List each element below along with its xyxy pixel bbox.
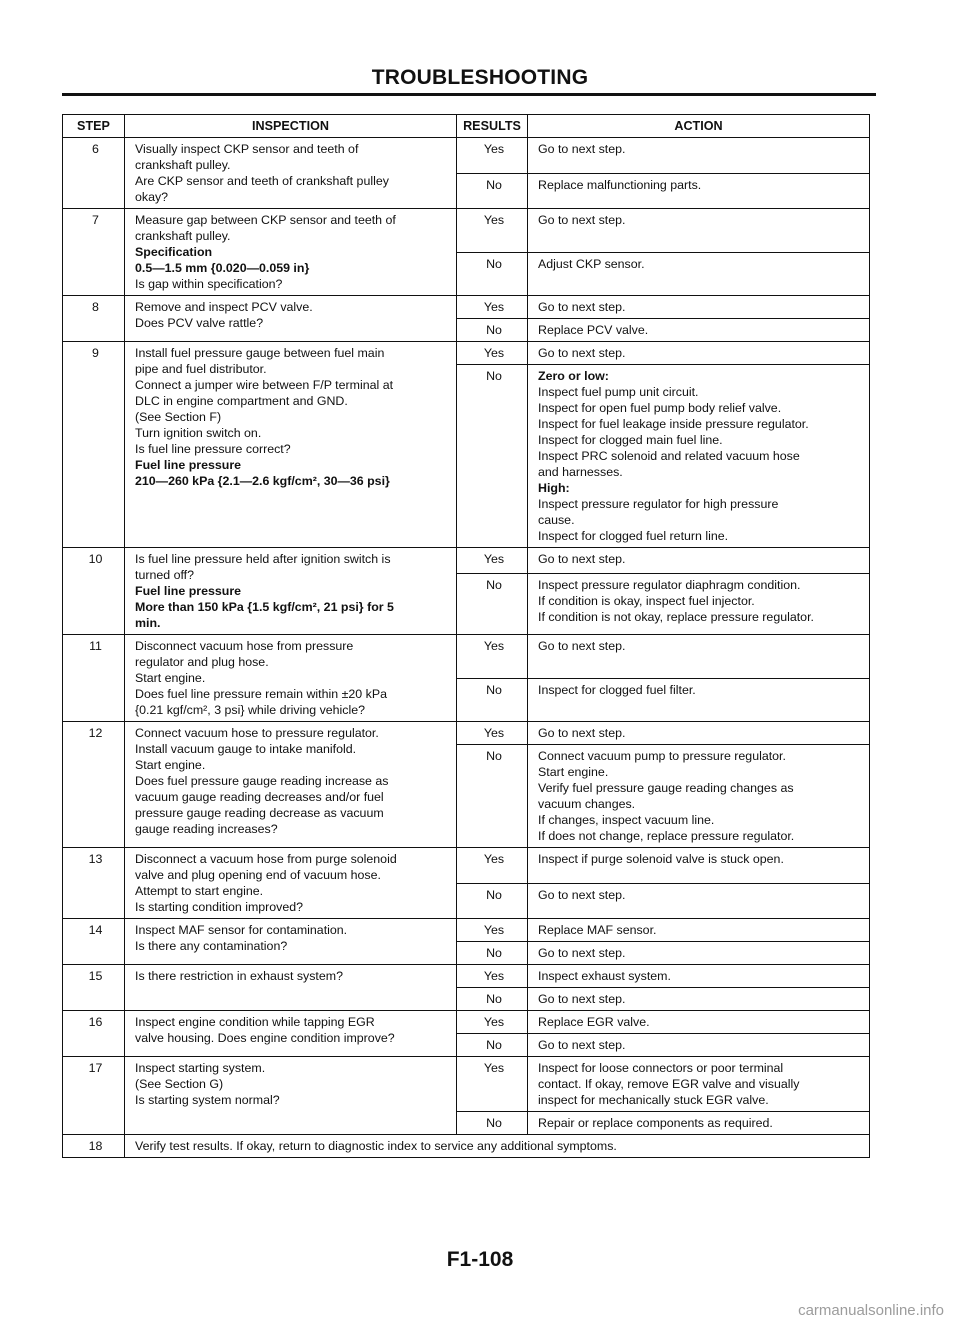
step-number: 12: [63, 722, 125, 848]
result-cell: No: [457, 1112, 528, 1135]
inspection-line: Start engine.: [135, 758, 206, 772]
action-cell: [528, 848, 870, 884]
action-cell: [528, 138, 870, 174]
inspection-line: Does fuel line pressure remain within ±20 kPa: [135, 687, 387, 701]
action-line: contact. If okay, remove EGR valve and visually: [538, 1077, 800, 1091]
inspection-cell: [125, 635, 457, 722]
inspection-line: crankshaft pulley.: [135, 229, 231, 243]
action-cell: [528, 745, 870, 848]
result-cell: No: [457, 319, 528, 342]
result-cell: No: [457, 173, 528, 209]
action-line: Go to next step.: [538, 213, 626, 227]
result-cell: Yes: [457, 548, 528, 574]
action-line: Go to next step.: [538, 346, 626, 360]
inspection-line: Attempt to start engine.: [135, 884, 264, 898]
inspection-line: Fuel line pressure: [135, 458, 242, 472]
inspection-cell: [125, 1011, 457, 1057]
action-line: Inspect for clogged fuel return line.: [538, 529, 729, 543]
result-cell: Yes: [457, 722, 528, 745]
action-line: If condition is not okay, replace pressure regulator.: [538, 609, 814, 624]
inspection-cell: [125, 722, 457, 848]
action-cell: [528, 365, 870, 548]
action-cell: [528, 919, 870, 942]
action-cell: [528, 1011, 870, 1034]
action-cell: [528, 342, 870, 365]
step-number: 9: [63, 342, 125, 548]
inspection-line: (See Section F): [135, 410, 222, 424]
inspection-line: Connect a jumper wire between F/P terminal at: [135, 378, 394, 392]
inspection-line: More than 150 kPa {1.5 kgf/cm², 21 psi} for 5: [135, 600, 394, 614]
table-row: [63, 1057, 870, 1112]
result-cell: No: [457, 678, 528, 722]
inspection-line: pressure gauge reading decrease as vacuum: [135, 806, 384, 820]
column-header-step: STEP: [63, 115, 125, 138]
table-row: [63, 1135, 870, 1158]
action-line: Inspect for fuel leakage inside pressure regulator.: [538, 417, 809, 431]
inspection-line: Is there any contamination?: [135, 939, 288, 953]
inspection-line: Specification: [135, 245, 213, 259]
result-cell: Yes: [457, 138, 528, 174]
action-line: Go to next step.: [538, 552, 626, 566]
inspection-line: Disconnect a vacuum hose from purge solenoid: [135, 852, 397, 866]
table-body: [63, 138, 870, 1158]
action-cell: [528, 965, 870, 988]
inspection-line: Does PCV valve rattle?: [135, 316, 264, 330]
inspection-line: pipe and fuel distributor.: [135, 362, 267, 376]
action-line: Go to next step.: [538, 726, 626, 740]
action-line: Replace PCV valve.: [538, 323, 649, 337]
action-line: If does not change, replace pressure regulator.: [538, 829, 795, 843]
inspection-line: Is fuel line pressure correct?: [135, 442, 291, 456]
action-line: Go to next step.: [538, 300, 626, 314]
inspection-cell: [125, 296, 457, 342]
inspection-cell: [125, 1057, 457, 1135]
inspection-line: (See Section G): [135, 1077, 224, 1091]
result-cell: Yes: [457, 1057, 528, 1112]
table-row: [63, 296, 870, 319]
inspection-line: Is starting system normal?: [135, 1093, 280, 1107]
inspection-line: Remove and inspect PCV valve.: [135, 300, 313, 314]
inspection-cell: [125, 209, 457, 296]
result-cell: Yes: [457, 342, 528, 365]
table-row: [63, 209, 870, 253]
inspection-line: DLC in engine compartment and GND.: [135, 394, 348, 408]
action-line: Replace EGR valve.: [538, 1015, 650, 1029]
action-line: Inspect for clogged main fuel line.: [538, 433, 723, 447]
action-cell: [528, 635, 870, 679]
inspection-line: valve housing. Does engine condition improve?: [135, 1031, 395, 1045]
inspection-line: Inspect MAF sensor for contamination.: [135, 923, 348, 937]
inspection-line: min.: [135, 616, 161, 630]
inspection-line: gauge reading increases?: [135, 822, 278, 836]
table-row: [63, 965, 870, 988]
inspection-line: valve and plug opening end of vacuum hose.: [135, 868, 381, 882]
action-line: Go to next step.: [538, 142, 626, 156]
action-line: Go to next step.: [538, 946, 626, 960]
inspection-line: Is gap within specification?: [135, 277, 283, 291]
inspection-line: Disconnect vacuum hose from pressure: [135, 639, 354, 653]
action-line: Repair or replace components as required.: [538, 1116, 773, 1130]
action-line: Inspect for open fuel pump body relief valve.: [538, 401, 782, 415]
result-cell: Yes: [457, 919, 528, 942]
inspection-line: Start engine.: [135, 671, 206, 685]
action-line: Go to next step.: [538, 992, 626, 1006]
action-cell: [528, 1057, 870, 1112]
action-line: Verify fuel pressure gauge reading changes as: [538, 781, 794, 795]
step-instruction: Verify test results. If okay, return to diagnostic index to service any additional symptoms.: [125, 1135, 870, 1158]
table-row: [63, 848, 870, 884]
inspection-line: Measure gap between CKP sensor and teeth of: [135, 213, 396, 227]
inspection-line: regulator and plug hose.: [135, 655, 269, 669]
table-header-row: [63, 115, 870, 138]
action-cell: [528, 296, 870, 319]
result-cell: No: [457, 883, 528, 919]
result-cell: Yes: [457, 635, 528, 679]
action-line: Inspect PRC solenoid and related vacuum hose: [538, 449, 800, 463]
action-cell: [528, 988, 870, 1011]
inspection-cell: [125, 965, 457, 1011]
inspection-line: 210—260 kPa {2.1—2.6 kgf/cm², 30—36 psi}: [135, 474, 390, 488]
action-cell: [528, 722, 870, 745]
table-row: [63, 635, 870, 679]
step-number: 17: [63, 1057, 125, 1135]
action-line: Replace malfunctioning parts.: [538, 177, 702, 192]
action-line: Zero or low:: [538, 369, 609, 383]
table-row: [63, 722, 870, 745]
action-line: Inspect for loose connectors or poor terminal: [538, 1061, 784, 1075]
step-number: 8: [63, 296, 125, 342]
inspection-line: Turn ignition switch on.: [135, 426, 262, 440]
inspection-line: turned off?: [135, 568, 195, 582]
inspection-line: Is there restriction in exhaust system?: [135, 969, 343, 983]
result-cell: No: [457, 745, 528, 848]
inspection-line: {0.21 kgf/cm², 3 psi} while driving vehicle?: [135, 703, 366, 717]
action-line: Start engine.: [538, 765, 609, 779]
inspection-cell: [125, 848, 457, 919]
table-row: [63, 138, 870, 174]
action-line: Go to next step.: [538, 887, 626, 902]
inspection-line: Connect vacuum hose to pressure regulator.: [135, 726, 379, 740]
inspection-line: Install vacuum gauge to intake manifold.: [135, 742, 357, 756]
result-cell: No: [457, 573, 528, 634]
inspection-cell: [125, 138, 457, 209]
result-cell: Yes: [457, 965, 528, 988]
action-cell: [528, 883, 870, 919]
action-line: Inspect pressure regulator for high pressure: [538, 497, 779, 511]
step-number: 14: [63, 919, 125, 965]
result-cell: Yes: [457, 848, 528, 884]
column-header-inspection: INSPECTION: [125, 115, 457, 138]
action-line: Connect vacuum pump to pressure regulator.: [538, 749, 786, 763]
action-cell: [528, 1034, 870, 1057]
action-line: Inspect fuel pump unit circuit.: [538, 385, 699, 399]
action-cell: [528, 678, 870, 722]
inspection-line: vacuum gauge reading decreases and/or fuel: [135, 790, 384, 804]
inspection-cell: [125, 919, 457, 965]
action-cell: [528, 942, 870, 965]
result-cell: No: [457, 1034, 528, 1057]
inspection-line: Does fuel pressure gauge reading increase as: [135, 774, 389, 788]
inspection-line: Is starting condition improved?: [135, 900, 304, 914]
step-number: 15: [63, 965, 125, 1011]
action-line: If changes, inspect vacuum line.: [538, 813, 715, 827]
action-line: cause.: [538, 513, 575, 527]
action-line: Replace MAF sensor.: [538, 923, 657, 937]
action-line: Go to next step.: [538, 1038, 626, 1052]
result-cell: Yes: [457, 1011, 528, 1034]
action-cell: [528, 252, 870, 296]
inspection-line: Install fuel pressure gauge between fuel main: [135, 346, 385, 360]
inspection-line: 0.5—1.5 mm {0.020—0.059 in}: [135, 261, 310, 275]
action-line: Inspect exhaust system.: [538, 969, 671, 983]
action-cell: [528, 173, 870, 209]
result-cell: No: [457, 988, 528, 1011]
action-line: Go to next step.: [538, 639, 626, 653]
inspection-line: Fuel line pressure: [135, 584, 242, 598]
inspection-line: Visually inspect CKP sensor and teeth of: [135, 142, 359, 156]
action-line: Inspect for clogged fuel filter.: [538, 682, 696, 697]
action-line: vacuum changes.: [538, 797, 636, 811]
action-cell: [528, 573, 870, 634]
action-line: Inspect if purge solenoid valve is stuck open.: [538, 852, 784, 866]
action-line: If condition is okay, inspect fuel injector.: [538, 593, 755, 608]
result-cell: No: [457, 942, 528, 965]
inspection-cell: [125, 548, 457, 635]
result-cell: No: [457, 252, 528, 296]
inspection-line: crankshaft pulley.: [135, 158, 231, 172]
action-cell: [528, 319, 870, 342]
inspection-line: Inspect engine condition while tapping EGR: [135, 1015, 375, 1029]
title-rule: [62, 93, 876, 96]
table-row: [63, 1011, 870, 1034]
action-cell: [528, 1112, 870, 1135]
table-row: [63, 548, 870, 574]
result-cell: No: [457, 365, 528, 548]
result-cell: Yes: [457, 296, 528, 319]
action-cell: [528, 209, 870, 253]
inspection-line: okay?: [135, 190, 169, 204]
action-line: and harnesses.: [538, 465, 623, 479]
step-number: 11: [63, 635, 125, 722]
action-line: High:: [538, 481, 570, 495]
step-number: 18: [63, 1135, 125, 1158]
step-number: 7: [63, 209, 125, 296]
table-row: [63, 342, 870, 365]
table-row: [63, 919, 870, 942]
action-line: inspect for mechanically stuck EGR valve.: [538, 1093, 769, 1107]
step-number: 6: [63, 138, 125, 209]
column-header-results: RESULTS: [457, 115, 528, 138]
troubleshooting-table: [62, 114, 870, 1158]
inspection-line: Inspect starting system.: [135, 1061, 266, 1075]
action-line: Adjust CKP sensor.: [538, 256, 645, 271]
step-number: 16: [63, 1011, 125, 1057]
action-cell: [528, 548, 870, 574]
page-number: F1-108: [446, 1248, 514, 1271]
inspection-cell: [125, 342, 457, 548]
inspection-line: Are CKP sensor and teeth of crankshaft pulley: [135, 174, 389, 188]
page-title: TROUBLESHOOTING: [371, 66, 589, 89]
action-line: Inspect pressure regulator diaphragm condition.: [538, 577, 801, 592]
step-number: 10: [63, 548, 125, 635]
step-number: 13: [63, 848, 125, 919]
result-cell: Yes: [457, 209, 528, 253]
watermark: carmanualsonline.info: [798, 1302, 944, 1319]
column-header-action: ACTION: [528, 115, 870, 138]
inspection-line: Is fuel line pressure held after ignition switch is: [135, 552, 391, 566]
